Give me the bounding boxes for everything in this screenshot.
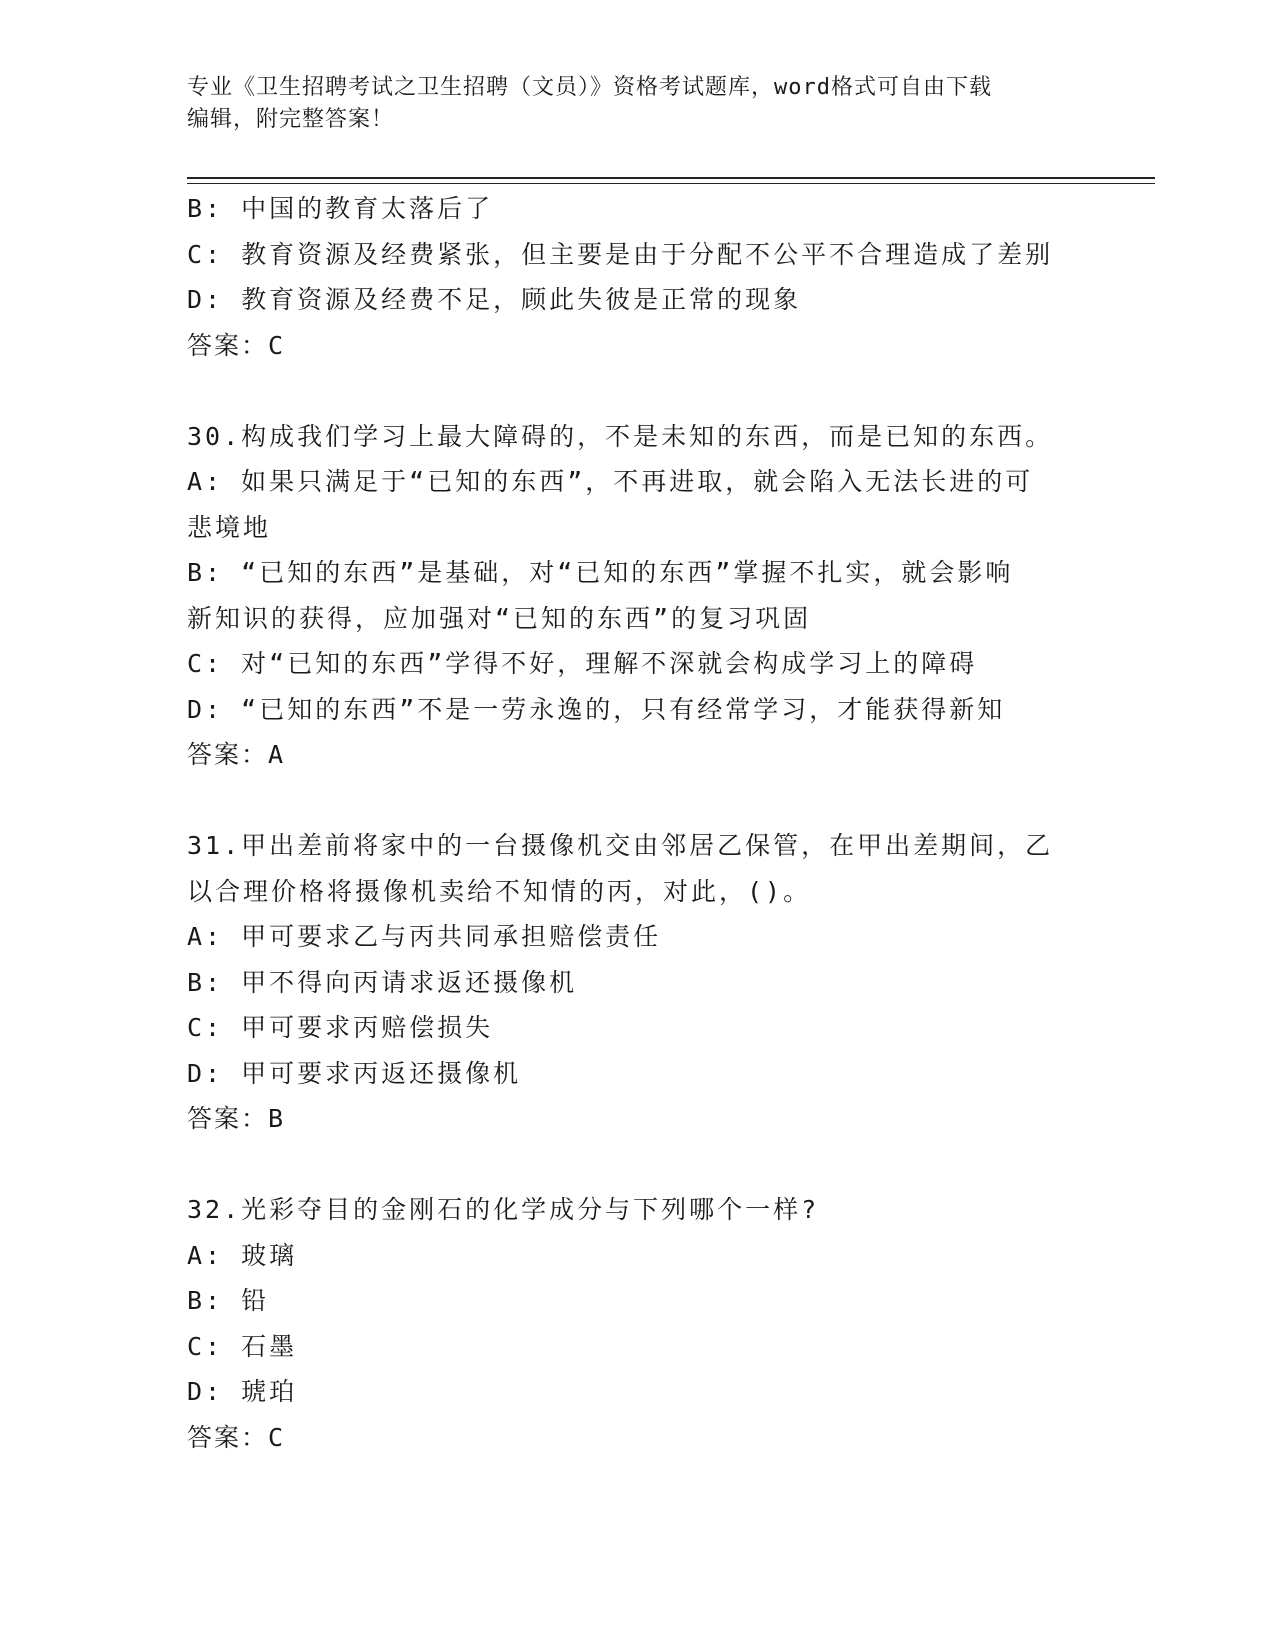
question-30 (187, 414, 1087, 778)
q30-stem: 30.构成我们学习上最大障碍的，不是未知的东西，而是已知的东西。 (187, 421, 1054, 451)
question-32 (187, 1187, 1087, 1460)
header-line-2: 编辑，附完整答案！ (187, 107, 395, 132)
q30-option-b-line-2: 新知识的获得，应加强对“已知的东西”的复习巩固 (187, 603, 812, 633)
q31-option-a: A: 甲可要求乙与丙共同承担赔偿责任 (187, 922, 662, 951)
spacer (187, 368, 1087, 414)
spacer (187, 1142, 1087, 1188)
q32-option-d: D: 琥珀 (187, 1377, 298, 1406)
q31-stem-line-2: 以合理价格将摄像机卖给不知情的丙，对此，()。 (187, 876, 812, 906)
q31-answer: 答案：B (187, 1104, 286, 1133)
question-29-continued (187, 186, 1087, 368)
header-divider-thick (187, 177, 1155, 179)
q31-option-d: D: 甲可要求丙返还摄像机 (187, 1058, 522, 1088)
q30-option-b-line-1: B: “已知的东西”是基础，对“已知的东西”掌握不扎实，就会影响 (187, 558, 1014, 587)
question-list (187, 186, 1087, 1460)
q32-answer: 答案：C (187, 1422, 286, 1452)
q29-option-c: C: 教育资源及经费紧张，但主要是由于分配不公平不合理造成了差别 (187, 239, 1054, 269)
q31-option-b: B: 甲不得向丙请求返还摄像机 (187, 967, 578, 997)
q30-option-d: D: “已知的东西”不是一劳永逸的，只有经常学习，才能获得新知 (187, 694, 1006, 724)
document-header (187, 72, 1087, 136)
q32-stem: 32.光彩夺目的金刚石的化学成分与下列哪个一样? (187, 1195, 820, 1224)
q30-option-a-line-1: A: 如果只满足于“已知的东西”，不再进取，就会陷入无法长进的可 (187, 467, 1034, 496)
spacer (187, 778, 1087, 824)
q32-option-c: C: 石墨 (187, 1331, 298, 1361)
q29-option-b: B: 中国的教育太落后了 (187, 194, 494, 223)
q30-option-c: C: 对“已知的东西”学得不好，理解不深就会构成学习上的障碍 (187, 649, 978, 678)
question-31 (187, 823, 1087, 1142)
q29-answer: 答案：C (187, 330, 286, 360)
q30-option-a-line-2: 悲境地 (187, 512, 272, 542)
q30-answer: 答案：A (187, 740, 286, 769)
header-line-1: 专业《卫生招聘考试之卫生招聘（文员）》资格考试题库，word格式可自由下载 (187, 75, 992, 100)
q31-option-c: C: 甲可要求丙赔偿损失 (187, 1013, 494, 1042)
q31-stem-line-1: 31.甲出差前将家中的一台摄像机交由邻居乙保管，在甲出差期间，乙 (187, 831, 1054, 860)
q29-option-d: D: 教育资源及经费不足，顾此失彼是正常的现象 (187, 285, 802, 314)
q32-option-a: A: 玻璃 (187, 1240, 298, 1270)
header-divider-thin (187, 183, 1155, 184)
q32-option-b: B: 铅 (187, 1286, 270, 1315)
